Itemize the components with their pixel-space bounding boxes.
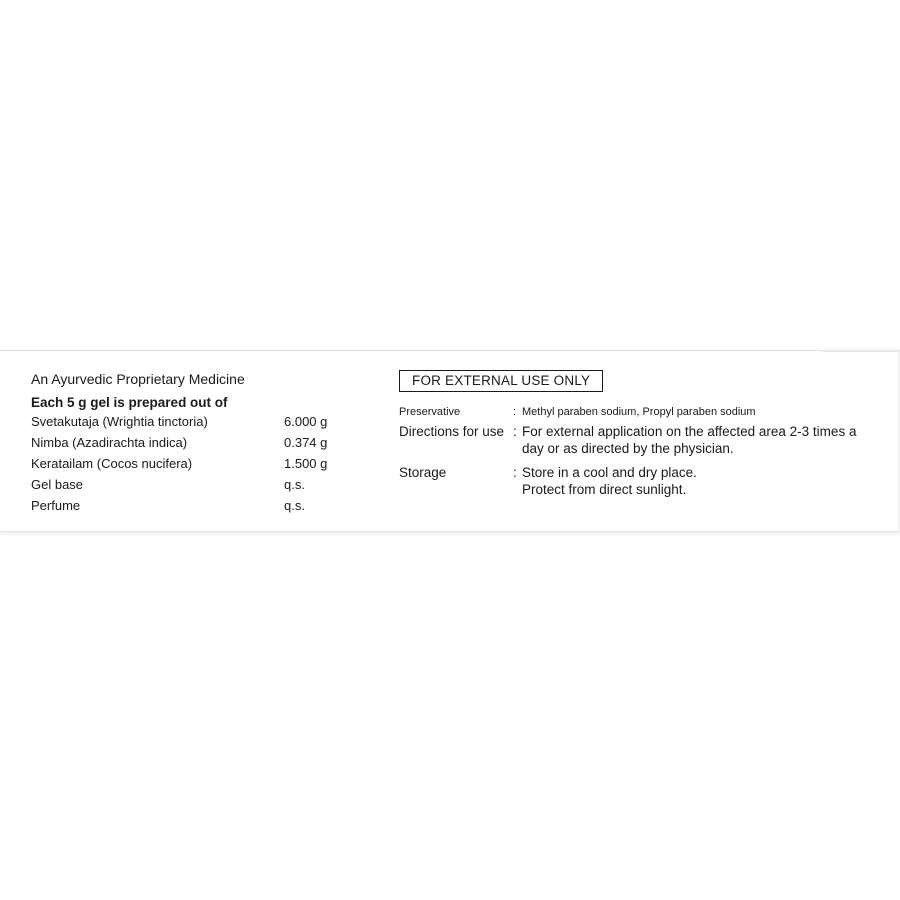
ingredient-row [31,495,351,516]
ingredient-name: Svetakutaja (Wrightia tinctoria) [31,414,208,429]
ingredient-name: Nimba (Azadirachta indica) [31,435,188,450]
ingredient-quantity: q.s. [284,498,305,513]
panel-edge [822,350,898,352]
external-use-warning: FOR EXTERNAL USE ONLY [399,370,603,392]
storage-line-2: Protect from direct sunlight. [522,482,687,497]
ingredient-name: Perfume [31,498,81,513]
separator: : [513,465,517,480]
directions-label: Directions for use [399,424,505,439]
composition-section [31,370,351,516]
ingredient-quantity: 1.500 g [284,456,328,471]
directions-line-2: day or as directed by the physician. [522,441,734,456]
preservative-row [399,405,889,421]
storage-line-1: Store in a cool and dry place. [522,465,697,480]
ingredient-quantity: q.s. [284,477,305,492]
directions-row [399,423,889,459]
separator: : [513,424,517,439]
ingredient-quantity: 6.000 g [284,414,328,429]
storage-label: Storage [399,465,447,480]
ingredient-name: Keratailam (Cocos nucifera) [31,456,193,471]
preservative-label: Preservative [399,406,461,418]
separator: : [513,406,517,418]
ingredient-quantity: 0.374 g [284,435,328,450]
storage-row [399,464,889,500]
composition-intro: Each 5 g gel is prepared out of [31,395,228,410]
product-category-heading: An Ayurvedic Proprietary Medicine [31,371,245,387]
ingredient-row [31,411,351,432]
preservative-value: Methyl paraben sodium, Propyl paraben sodium [522,406,756,418]
ingredient-row [31,432,351,453]
directions-line-1: For external application on the affected area 2-3 times a [522,424,857,439]
ingredient-name: Gel base [31,477,84,492]
usage-section [399,370,889,497]
ingredient-row [31,453,351,474]
ingredient-row [31,474,351,495]
